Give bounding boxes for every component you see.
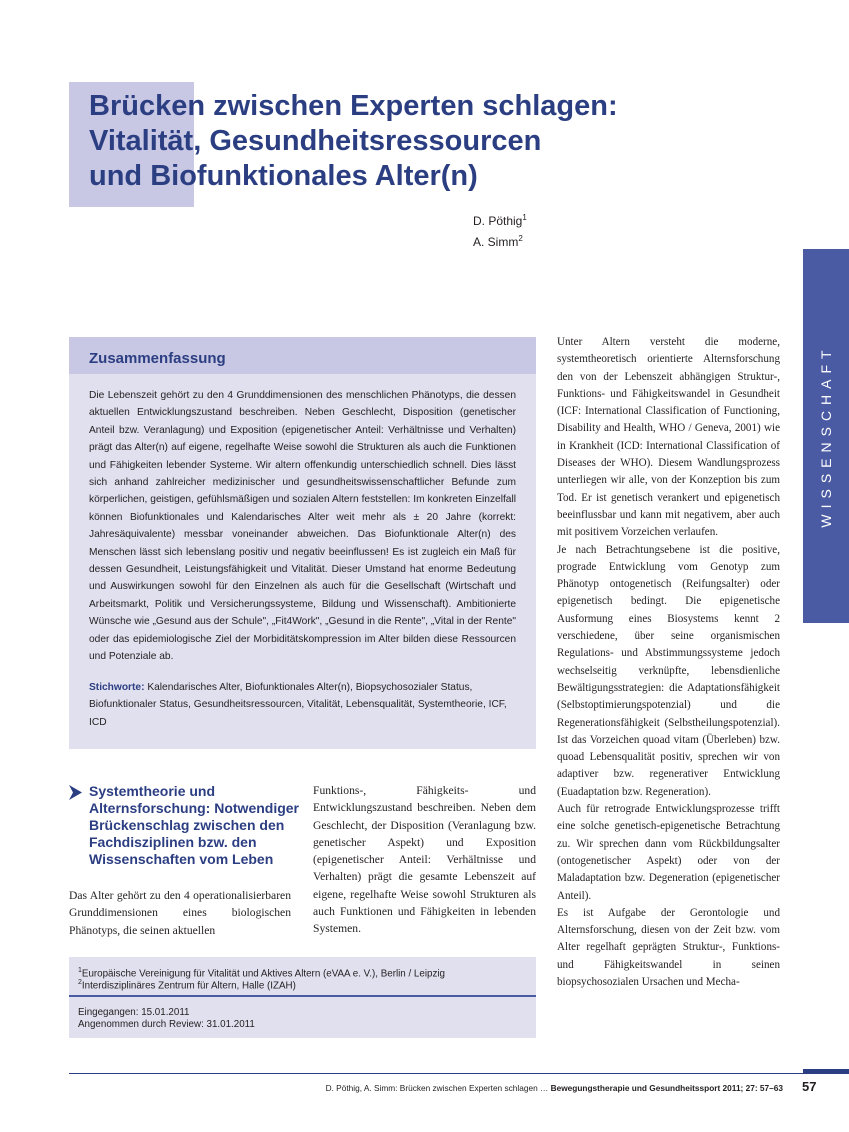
author: D. Pöthig$^1$ (473, 213, 527, 228)
keywords-list: Kalendarisches Alter, Biofunktionales Alter(n), Biopsychosozialer Status, Biofunktionaler Status, Gesundheitsressourcen, Vitalität, Lebensqualität, Systemtheorie, ICF, ICD (89, 682, 507, 728)
section-arrow-icon (69, 785, 82, 800)
abstract-heading: Zusammenfassung (89, 350, 226, 367)
body-text-column-3 (557, 334, 780, 991)
title-line: Brücken zwischen Experten schlagen: (89, 90, 618, 122)
keywords-label: Stichworte: (89, 682, 145, 693)
body-text-column-1: Das Alter gehört zu den 4 operationalisierbaren Grunddimensionen eines biologischen Phänotyps, die seinen aktuellen (69, 889, 291, 937)
abstract-box (69, 337, 536, 749)
section-heading: Systemtheorie und Alternsforschung: Notwendiger Brückenschlag zwischen den Fachdisziplinen bzw. den Wissenschaften vom Leben (89, 783, 300, 867)
paragraph: Unter Altern versteht die moderne, systemtheoretisch orientierte Alternsforschung den von der Lebenszeit abhängigen Struktur-, Funktions- und Fähigkeitswandel in Gesundheit (ICF: International Classification of Functioning, Disability and Health, WHO / Geneva, 2001) wie in Krankheit (ICD: International Classification of Diseases der WHO). Diesem Wandlungsprozess unterliegen wir alle, von der Konzeption bis zum Tod. Er ist genetisch verankert und epigenetisch beeinflussbar und kann mit negativem, aber auch mit positivem Vorzeichen verlaufen. (557, 336, 780, 539)
paragraph: Je nach Betrachtungsebene ist die positive, prograde Entwicklung vom Genotyp zum Phänotyp ontogenetisch (Reifungsalter) oder epigenetisch bedingt. Die epigenetische Ausformung eines Biosystems kennt 2 verschiedene, über seine organismischen Regulations- und Abstimmungssysteme jedoch wechselseitig verknüpfte, lebensdienliche Bewältigungsstrategien: die Adaptationsfähigkeit (Selbstoptimierungspotenzial) und die Regenerationsfähigkeit (Selbstheilungspotenzial). Ist das Vorzeichen quoad vitam (Überleben) bzw. quoad Lebensqualität positiv, sprechen wir von adaptiver bzw. regenerativer Entwicklung (Euadaptation bzw. Regeneration). (557, 543, 780, 798)
article-title (89, 89, 649, 194)
accepted-date: Angenommen durch Review: 31.01.2011 (78, 1019, 255, 1030)
footer-citation: D. Pöthig, A. Simm: Brücken zwischen Experten schlagen … (325, 1083, 551, 1093)
running-footer (326, 1083, 783, 1093)
footer-rule (69, 1073, 849, 1074)
footnote: $^2$Interdisziplinäres Zentrum für Altern, Halle (IZAH) (78, 979, 296, 992)
submission-dates (78, 1007, 255, 1031)
author: A. Simm$^2$ (473, 234, 523, 249)
keywords (89, 679, 516, 731)
paragraph: Es ist Aufgabe der Gerontologie und Alternsforschung, diesen von der Zeit bzw. vom Alter regelhaft geprägten Struktur-, Funktions- und Fähigkeitswandel in seinen biopsychosozialen Ursachen und Mecha- (557, 906, 780, 988)
received-date: Eingegangen: 15.01.2011 (78, 1007, 190, 1018)
affiliation-footnotes (69, 957, 536, 1038)
abstract-text: Die Lebenszeit gehört zu den 4 Grunddimensionen des menschlichen Phänotyps, die dessen aktuellen Entwicklungszustand beschreiben. Neben Geschlecht, Disposition (genetischer Anteil bzw. Veranlagung) und Exposition (epigenetischer Anteil: Verhältnisse und Verhalten) prägt das Alter(n) auf eigene, regelhafte Weise sowohl die Strukturen als auch die Funktionen und Fähigkeiten lebender Systeme. Wir altern offenkundig unterschiedlich schnell. Dies lässt sich anhand zahlreicher medizinischer und gesundheitswissenschaftlicher Befunde zum körperlichen, geistigen, gefühlsmäßigen und sozialen Altern feststellen: Im konkreten Einzelfall können Biofunktionales und Kalendarisches Alter weit mehr als ± 20 Jahre (korrekt: Jahresäquivalente) messbar voneinander abweichen. Das Biofunktionale Alter(n) des Menschen lässt sich lebenslang positiv und negativ beeinflussen! Es ist zugleich ein Maß für dessen Gesundheit, Leistungsfähigkeit und Vitalität. Dieser Umstand hat enorme Bedeutung und Auswirkungen sowohl für den Einzelnen als auch für die Gesellschaft (Wirtschaft und Arbeitsmarkt, Politik und Versicherungssysteme, Bildung und Wissenschaft). Ambitionierte Wünsche wie „Gesund aus der Schule", „Fit4Work", „Gesund in die Rente", „Vital in der Rente" oder das epidemiologische Ziel der Morbiditätskompression im Alter bilden diese Ressourcen und Potenziale ab. (89, 390, 516, 663)
title-line: und Biofunktionales Alter(n) (89, 160, 478, 192)
page-number: 57 (802, 1079, 817, 1094)
paragraph: Auch für retrograde Entwicklungsprozesse trifft eine solche genetisch-epigenetische Betrachtung zu. Wir sprechen dann vom Rückbildungsalter (ontogenetischer Aspekt) oder von der Maladaptation bzw. Degeneration (epigenetischer Anteil). (557, 803, 780, 902)
footer-journal: Bewegungstherapie und Gesundheitssport 2011; 27: 57–63 (550, 1083, 783, 1093)
title-line: Vitalität, Gesundheitsressourcen (89, 125, 542, 157)
footnote-divider (69, 995, 536, 997)
body-text-column-2: Funktions-, Fähigkeits- und Entwicklungszustand beschreiben. Neben dem Geschlecht, der Disposition (Veranlagung bzw. genetischer Aspekt) und Exposition (epigenetischer Anteil: Verhältnisse und Verhalten) prägt die gesamte Lebenszeit auf eigene, regelhafte Weise sowohl Strukturen als auch Funktionen und Fähigkeiten in lebenden Systemen. (313, 784, 536, 936)
author-list (473, 209, 527, 251)
footnote: $^1$Europäische Vereinigung für Vitalität und Aktives Altern (eVAA e. V.), Berlin / Leipzig (78, 967, 445, 980)
section-side-tab-label: WISSENSCHAFT (818, 344, 834, 528)
footer-accent-mark (803, 1069, 849, 1073)
